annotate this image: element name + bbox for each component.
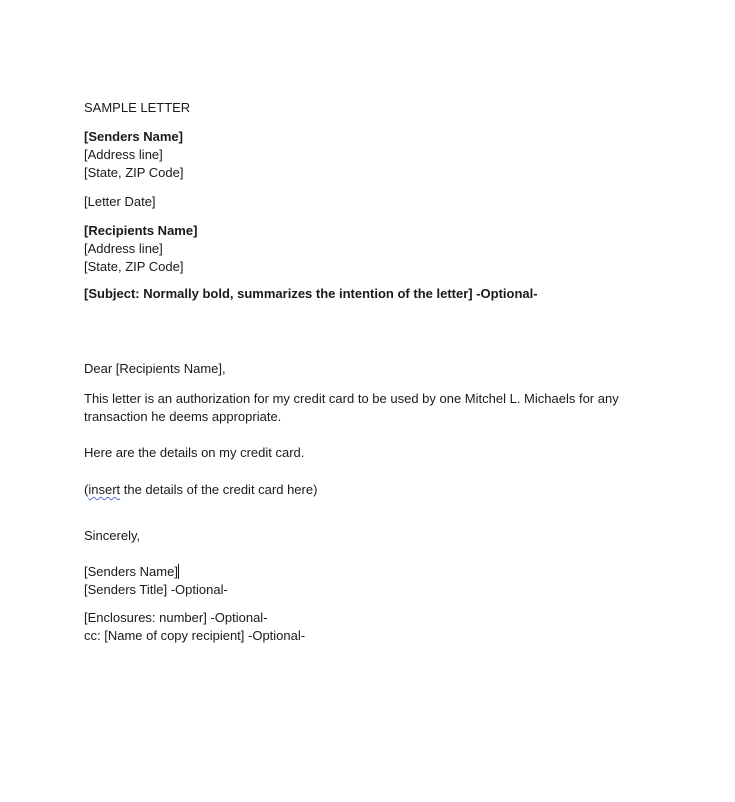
text-cursor	[178, 564, 179, 579]
letter-date: [Letter Date]	[84, 194, 156, 209]
enclosures: [Enclosures: number] -Optional-	[84, 610, 268, 625]
sender-state-zip: [State, ZIP Code]	[84, 165, 184, 180]
closing: Sincerely,	[84, 528, 141, 543]
details-intro: Here are the details on my credit card.	[84, 445, 305, 460]
body-line-2: transaction he deems appropriate.	[84, 409, 282, 424]
salutation: Dear [Recipients Name],	[84, 361, 226, 376]
letter-heading: SAMPLE LETTER	[84, 100, 191, 115]
details-open-paren: (	[84, 482, 89, 497]
cc-line: cc: [Name of copy recipient] -Optional-	[84, 628, 306, 643]
sender-address: [Address line]	[84, 147, 163, 162]
recipient-address: [Address line]	[84, 241, 163, 256]
subject-line: [Subject: Normally bold, summarizes the intention of the letter] -Optional-	[84, 286, 538, 301]
recipient-state-zip: [State, ZIP Code]	[84, 259, 184, 274]
spellcheck-word: insert	[88, 482, 121, 497]
details-placeholder	[84, 481, 317, 499]
recipient-name: [Recipients Name]	[84, 223, 198, 238]
body-line-1: This letter is an authorization for my credit card to be used by one Mitchel L. Michaels for any	[84, 391, 619, 406]
signature-name	[84, 563, 179, 581]
signature-title: [Senders Title] -Optional-	[84, 582, 228, 597]
sender-name: [Senders Name]	[84, 129, 183, 144]
signature-name-text: [Senders Name]	[84, 564, 178, 579]
details-rest: the details of the credit card here)	[120, 482, 318, 497]
